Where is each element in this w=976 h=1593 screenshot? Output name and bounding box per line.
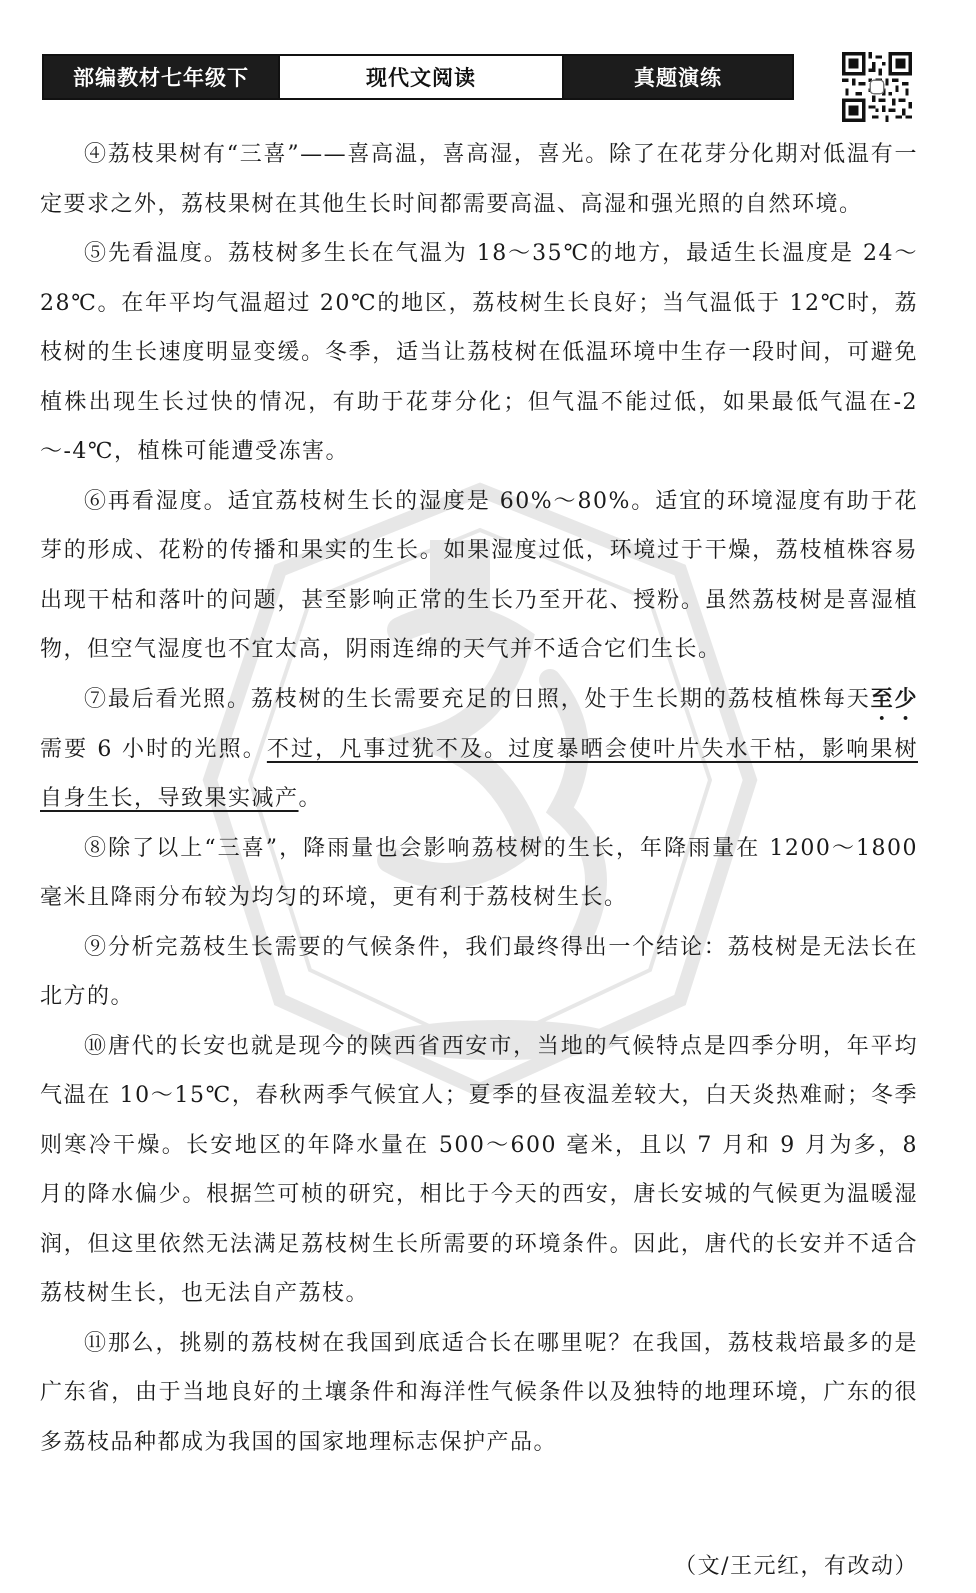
- header-section-label: 现代文阅读: [278, 56, 564, 98]
- qr-code-icon: [842, 52, 912, 122]
- paragraph-6: ⑥再看湿度。适宜荔枝树生长的湿度是 60%～80%。适宜的环境湿度有助于花芽的形成、花粉的传播和果实的生长。如果湿度过低，环境过于干燥，荔枝植株容易出现干枯和落叶的问题，甚至影响正常的生长乃至开花、授粉。虽然荔枝树是喜湿植物，但空气湿度也不宜太高，阴雨连绵的天气并不适合它们生长。: [40, 488, 918, 662]
- paragraph-8: ⑧除了以上“三喜”，降雨量也会影响荔枝树的生长，年降雨量在 1200～1800 毫米且降雨分布较为均匀的环境，更有利于荔枝树生长。: [40, 835, 918, 910]
- paragraph-9: ⑨分析完荔枝生长需要的气候条件，我们最终得出一个结论：荔枝树是无法长在北方的。: [40, 934, 918, 1009]
- article-source: （文/王元红，有改动）: [674, 1554, 918, 1579]
- emphasis-dotted-word: 至少: [870, 685, 918, 712]
- paragraph-7: [40, 675, 918, 824]
- header-exercise-label: 真题演练: [564, 56, 792, 98]
- header-textbook-label: 部编教材七年级下: [44, 56, 278, 98]
- header-bar: [42, 54, 794, 100]
- paragraph-7-text-b: 需要 6 小时的光照。: [40, 736, 267, 762]
- paragraph-7-text-a: ⑦最后看光照。荔枝树的生长需要充足的日照，处于生长期的荔枝植株每天: [84, 686, 871, 712]
- article-body: [40, 130, 918, 1467]
- paragraph-5: ⑤先看温度。荔枝树多生长在气温为 18～35℃的地方，最适生长温度是 24～28℃。在年平均气温超过 20℃的地区，荔枝树生长良好；当气温低于 12℃时，荔枝树的生长速度明显变缓。冬季，适当让荔枝树在低温环境中生存一段时间，可避免植株出现生长过快的情况，有助于花芽分化；但气温不能过低，如果最低气温在-2～-4℃，植株可能遭受冻害。: [40, 241, 918, 464]
- paragraph-11: ⑪那么，挑剔的荔枝树在我国到底适合长在哪里呢？在我国，荔枝栽培最多的是广东省，由于当地良好的土壤条件和海洋性气候条件以及独特的地理环境，广东的很多荔枝品种都成为我国的国家地理标志保护产品。: [40, 1330, 918, 1455]
- paragraph-7-text-c: 。: [298, 786, 323, 811]
- underlined-sentence: 不过，凡事过犹不及。过度暴晒会使叶片失水干枯，影响果树自身生长，导致果实减产: [40, 736, 918, 811]
- paragraph-4: ④荔枝果树有“三喜”——喜高温，喜高湿，喜光。除了在花芽分化期对低温有一定要求之外，荔枝果树在其他生长时间都需要高温、高湿和强光照的自然环境。: [40, 142, 918, 217]
- paragraph-10: ⑩唐代的长安也就是现今的陕西省西安市，当地的气候特点是四季分明，年平均气温在 10～15℃，春秋两季气候宜人；夏季的昼夜温差较大，白天炎热难耐；冬季则寒冷干燥。长安地区的年降水量在 500～600 毫米，且以 7 月和 9 月为多，8 月的降水偏少。根据竺可桢的研究，相比于今天的西安，唐长安城的气候更为温暖湿润，但这里依然无法满足荔枝树生长所需要的环境条件。因此，唐代的长安并不适合荔枝树生长，也无法自产荔枝。: [40, 1033, 918, 1306]
